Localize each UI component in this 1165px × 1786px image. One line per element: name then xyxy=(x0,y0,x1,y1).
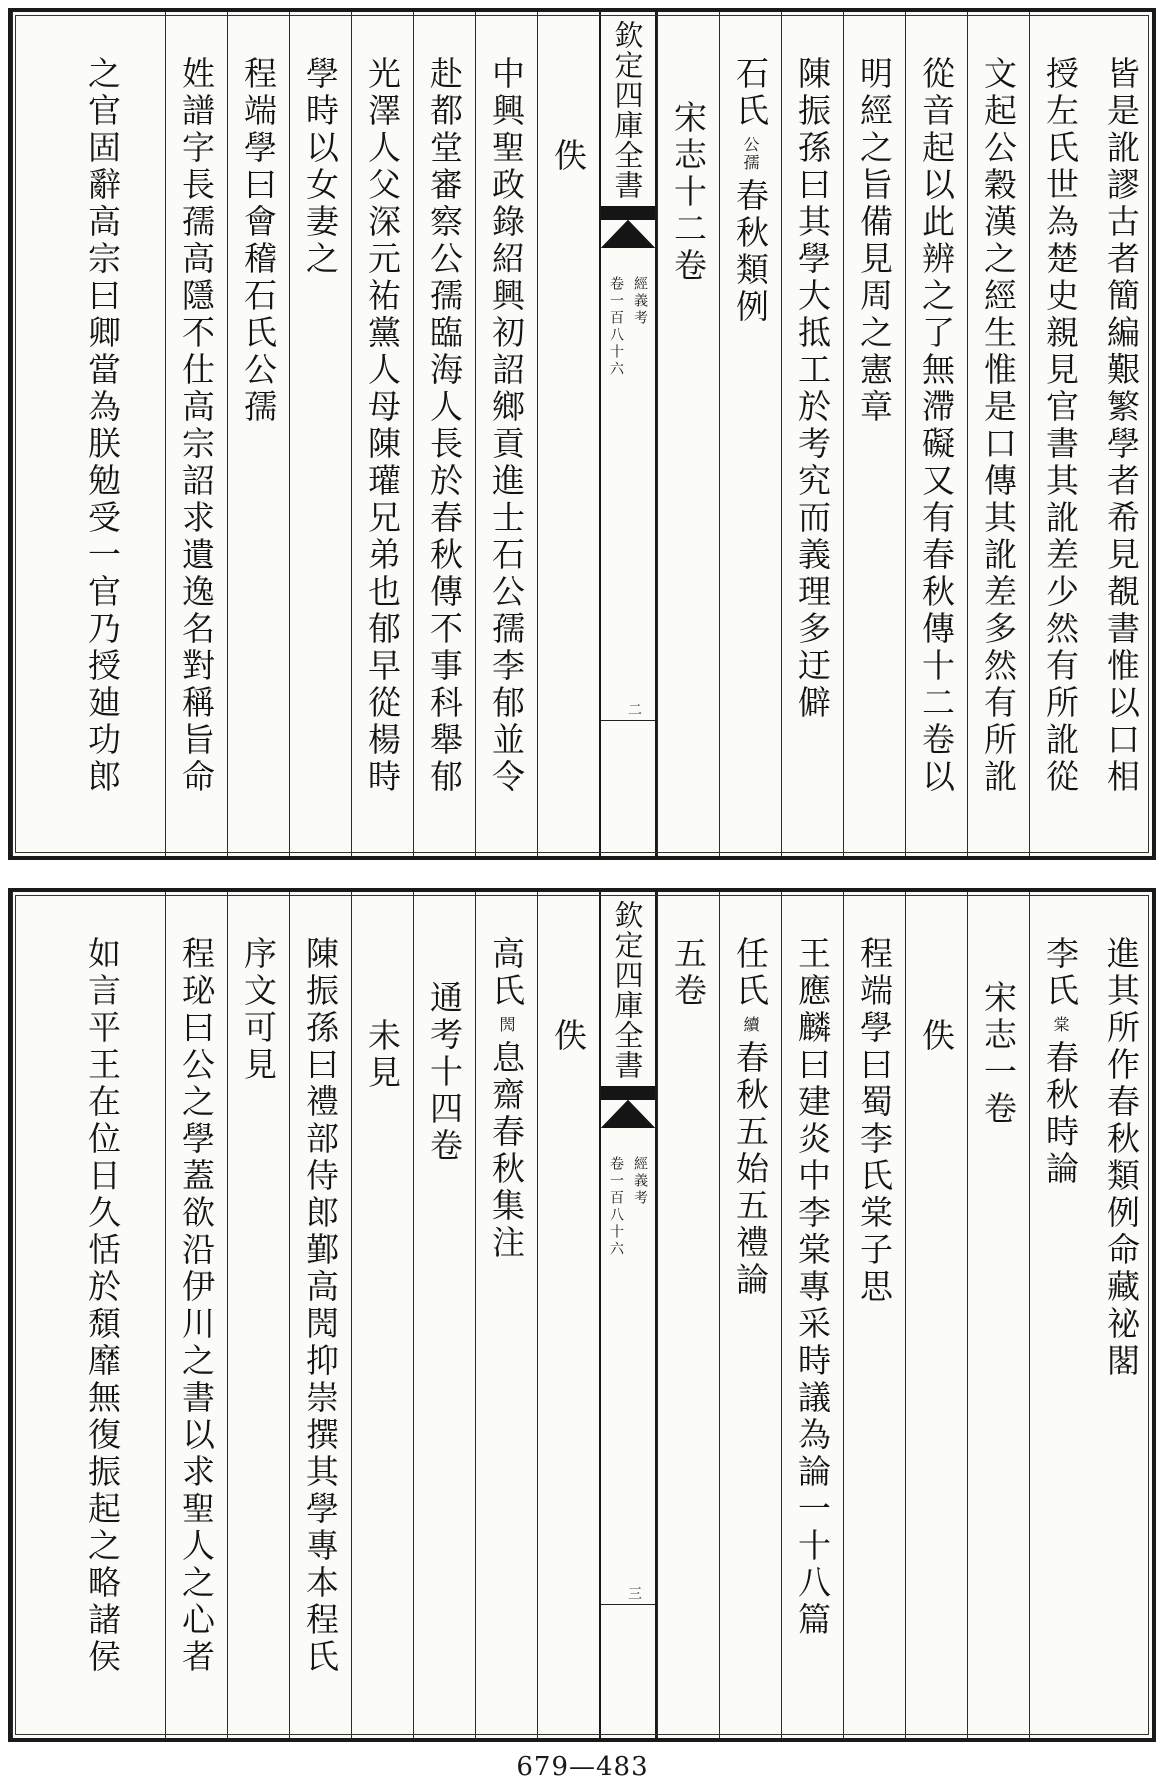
column-text: 姓譜字長孺高隱不仕高宗詔求遺逸名對稱旨命 xyxy=(177,56,216,796)
work-title: 息齋春秋集注 xyxy=(487,1040,526,1262)
column-text: 中興聖政錄紹興初詔鄉貢進士石公孺李郁並令 xyxy=(487,56,526,796)
center-fold xyxy=(599,12,657,856)
leaf-number: 三 xyxy=(626,1586,642,1600)
text-column xyxy=(1091,12,1152,856)
work-title: 春秋時論 xyxy=(1041,1040,1080,1188)
center-notes xyxy=(606,276,650,378)
page-panel-top xyxy=(8,8,1156,860)
collection-title: 欽定四庫全書 xyxy=(610,900,645,1080)
entry-heading xyxy=(1041,936,1080,1188)
text-column xyxy=(905,12,967,856)
text-column xyxy=(657,12,719,856)
volume-note: 卷一百八十六 xyxy=(608,276,624,378)
text-column xyxy=(413,892,475,1738)
entry-heading xyxy=(487,936,526,1262)
text-column xyxy=(165,12,227,856)
text-column xyxy=(781,12,843,856)
text-column xyxy=(475,12,537,856)
column-text: 佚 xyxy=(917,1018,956,1055)
fishtail-mark xyxy=(601,206,655,248)
author-name: 李氏 xyxy=(1041,936,1080,1010)
column-text: 授左氏世為楚史親見官書其訛差少然有所訛從 xyxy=(1041,56,1080,796)
text-column xyxy=(413,12,475,856)
author-given-name-note: 閌 xyxy=(497,1016,516,1034)
text-column xyxy=(227,892,289,1738)
author-name: 石氏 xyxy=(731,56,770,130)
text-column xyxy=(1029,12,1091,856)
work-title: 春秋類例 xyxy=(731,178,770,326)
column-text: 赴都堂審察公孺臨海人長於春秋傳不事科舉郁 xyxy=(425,56,464,796)
column-text: 從音起以此辨之了無滯礙又有春秋傳十二卷以 xyxy=(917,56,956,796)
column-text: 五卷 xyxy=(669,936,708,1010)
page-number: 679—483 xyxy=(516,1752,649,1782)
text-column xyxy=(12,12,165,856)
entry-heading-column xyxy=(475,892,537,1738)
text-column xyxy=(1091,892,1152,1738)
column-text: 序文可見 xyxy=(239,936,278,1084)
book-title-note: 經義考 xyxy=(632,276,648,327)
text-column xyxy=(289,12,351,856)
text-column xyxy=(351,12,413,856)
column-text: 程端學曰會稽石氏公孺 xyxy=(239,56,278,426)
text-column xyxy=(657,892,719,1738)
column-text: 進其所作春秋類例命藏祕閣 xyxy=(1102,936,1141,1380)
column-text: 王應麟曰建炎中李棠專采時議為論一十八篇 xyxy=(793,936,832,1639)
column-text: 佚 xyxy=(549,138,588,175)
leaf-rule xyxy=(601,1604,655,1605)
text-column xyxy=(843,12,905,856)
column-text: 之官固辭高宗曰卿當為朕勉受一官乃授廸功郎 xyxy=(83,56,122,796)
column-text: 文起公穀漢之經生惟是口傳其訛差多然有所訛 xyxy=(979,56,1018,796)
column-text: 皆是訛謬古者簡編艱繁學者希見覩書惟以口相 xyxy=(1102,56,1141,796)
author-given-name-note: 續 xyxy=(741,1016,760,1034)
entry-heading-column xyxy=(1029,892,1091,1738)
text-column xyxy=(967,12,1029,856)
author-name: 任氏 xyxy=(731,936,770,1010)
text-column xyxy=(12,892,165,1738)
text-column xyxy=(227,12,289,856)
column-text: 學時以女妻之 xyxy=(301,56,340,278)
book-title-note: 經義考 xyxy=(632,1156,648,1207)
column-text: 宋志十二卷 xyxy=(669,100,708,285)
entry-heading-column xyxy=(719,892,781,1738)
column-text: 佚 xyxy=(549,1018,588,1055)
column-text: 程珌曰公之學蓋欲沿伊川之書以求聖人之心者 xyxy=(177,936,216,1676)
column-text: 如言平王在位日久恬於頹靡無復振起之略諸侯 xyxy=(83,936,122,1676)
collection-title: 欽定四庫全書 xyxy=(610,20,645,200)
column-text: 程端學曰蜀李氏棠子思 xyxy=(855,936,894,1306)
column-text: 宋志一卷 xyxy=(979,980,1018,1128)
text-column xyxy=(289,892,351,1738)
page-panel-bottom xyxy=(8,888,1156,1742)
text-column xyxy=(967,892,1029,1738)
column-text: 陳振孫曰禮部侍郎鄞高閌抑崇撰其學專本程氏 xyxy=(301,936,340,1676)
author-given-name-note: 棠 xyxy=(1051,1016,1070,1034)
column-text: 通考十四卷 xyxy=(425,980,464,1165)
text-column xyxy=(781,892,843,1738)
text-column xyxy=(165,892,227,1738)
work-title: 春秋五始五禮論 xyxy=(731,1040,770,1299)
column-text: 明經之旨備見周之憲章 xyxy=(855,56,894,426)
text-column xyxy=(537,12,599,856)
author-name: 高氏 xyxy=(487,936,526,1010)
column-text: 光澤人父深元祐黨人母陳瓘兄弟也郁早從楊時 xyxy=(363,56,402,796)
leaf-number: 二 xyxy=(626,702,642,716)
text-column xyxy=(537,892,599,1738)
column-text: 未見 xyxy=(363,1018,402,1092)
center-notes xyxy=(606,1156,650,1258)
text-column xyxy=(843,892,905,1738)
entry-heading xyxy=(731,936,770,1299)
text-column xyxy=(905,892,967,1738)
fishtail-mark xyxy=(601,1086,655,1128)
volume-note: 卷一百八十六 xyxy=(608,1156,624,1258)
center-fold xyxy=(599,892,657,1738)
column-text: 陳振孫曰其學大抵工於考究而義理多迂僻 xyxy=(793,56,832,722)
entry-heading-column xyxy=(719,12,781,856)
author-given-name-note: 公孺 xyxy=(741,136,760,172)
entry-heading xyxy=(731,56,770,326)
text-column xyxy=(351,892,413,1738)
leaf-rule xyxy=(601,720,655,721)
